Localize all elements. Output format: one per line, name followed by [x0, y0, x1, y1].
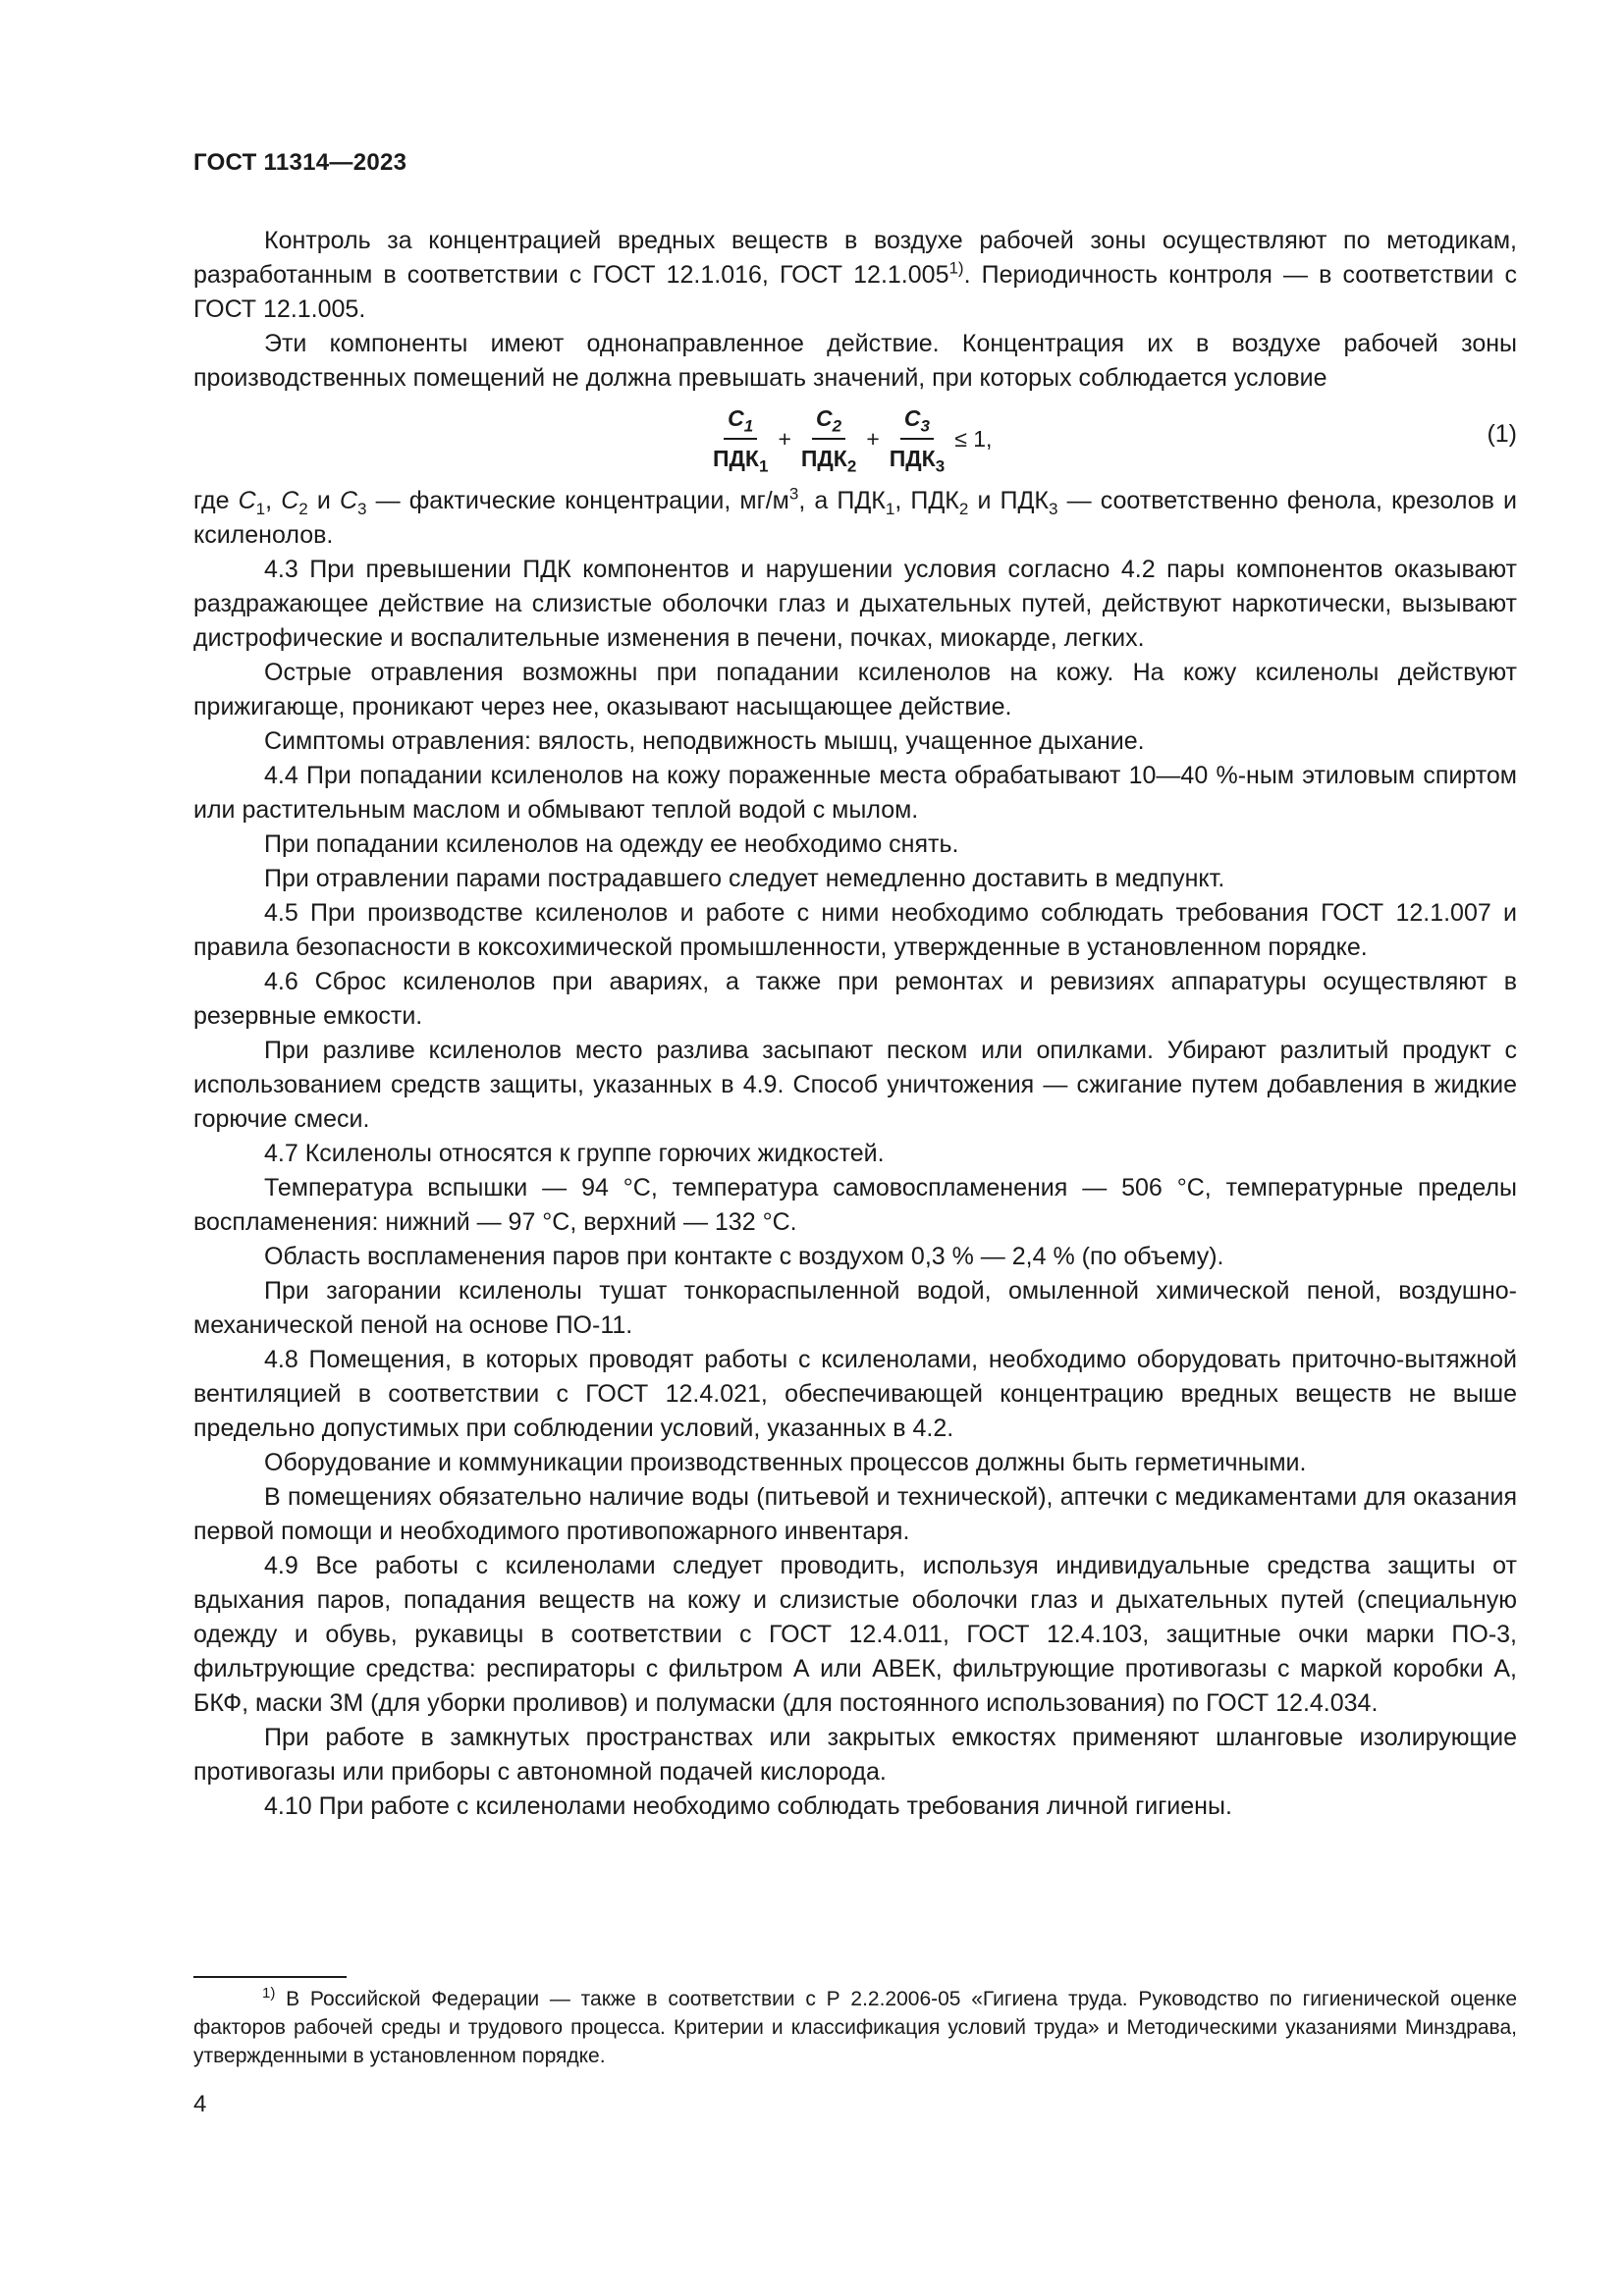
paragraph: 4.10 При работе с ксиленолами необходимо соблюдать требования личной гигиены. [264, 1792, 1232, 1820]
paragraph: 4.6 Сброс ксиленолов при авариях, а также при ремонтах и ревизиях аппаратуры осуществляют в резервные емкости. [193, 968, 1517, 1030]
fraction-2: $\frac{C_2}{ПДК_2}$ [797, 401, 860, 476]
paragraph: 4.7 Ксиленолы относятся к группе горючих жидкостей. [264, 1140, 885, 1167]
paragraph: 4.8 Помещения, в которых проводят работы с ксиленолами, необходимо оборудовать приточно-вытяжной вентиляцией в соответствии с ГОСТ 12.4.021, обеспечивающей концентрацию вредных веществ не выше предельно допустимых при соблюдении условий, указанных в 4.2. [193, 1346, 1517, 1442]
paragraph: В помещениях обязательно наличие воды (питьевой и технической), аптечки с медикаментами для оказания первой помощи и необходимого противопожарного инвентаря. [193, 1483, 1517, 1545]
paragraph: При работе в замкнутых пространствах или закрытых емкостях применяют шланговые изолирующие противогазы или приборы с автономной подачей кислорода. [193, 1724, 1517, 1786]
paragraph-control: Контроль за концентрацией вредных веществ в воздухе рабочей зоны осуществляют по методикам, разработанным в соответствии с ГОСТ 12.1.016, ГОСТ 12.1.005$^{1)}$. Периодичность контроля — в соответствии с ГОСТ 12.1.005. [193, 227, 1517, 323]
plus-sign: + [866, 425, 880, 452]
plus-sign: + [778, 425, 791, 452]
paragraph: При разливе ксиленолов место разлива засыпают песком или опилками. Убирают разлитый продукт с использованием средств защиты, указанных в 4.9. Способ уничтожения — сжигание путем добавления в жидкие горючие смеси. [193, 1037, 1517, 1133]
footnote [193, 1985, 1517, 2070]
fraction-1: $\frac{C_1}{ПДК_1}$ [709, 401, 772, 476]
formula-expression [706, 401, 995, 476]
paragraph: Температура вспышки — 94 °С, температура самовоспламенения — 506 °С, температурные пределы воспламенения: нижний — 97 °С, верхний — 132 °С. [193, 1174, 1517, 1236]
formula-1 [193, 400, 1517, 484]
paragraph: При попадании ксиленолов на одежду ее необходимо снять. [264, 830, 959, 858]
paragraph: 4.3 При превышении ПДК компонентов и нарушении условия согласно 4.2 пары компонентов оказывают раздражающее действие на слизистые оболочки глаз и дыхательных путей, действуют наркотически, вызывают дистрофические и воспалительные изменения в печени, почках, миокарде, легких. [193, 556, 1517, 652]
footnote-ref[interactable]: 1) [948, 258, 964, 278]
paragraph-components: Эти компоненты имеют однонаправленное действие. Концентрация их в воздухе рабочей зоны производственных помещений не должна превышать значений, при которых соблюдается условие [193, 330, 1517, 392]
paragraph: 4.5 При производстве ксиленолов и работе с ними необходимо соблюдать требования ГОСТ 12.1.007 и правила безопасности в коксохимической промышленности, утвержденные в установленном порядке. [193, 899, 1517, 961]
paragraph: Острые отравления возможны при попадании ксиленолов на кожу. На кожу ксиленолы действуют прижигающе, проникают через нее, оказывают насыщающее действие. [193, 659, 1517, 721]
footnote-text: В Российской Федерации — также в соответствии с Р 2.2.2006-05 «Гигиена труда. Руководство по гигиенической оценке факторов рабочей среды и трудового процесса. Критерии и классификация условий труда» и Методическими указаниями Минздрава, утвержденными в установленном порядке. [193, 1988, 1517, 2067]
paragraph: 4.9 Все работы с ксиленолами следует проводить, используя индивидуальные средства защиты от вдыхания паров, попадания веществ на кожу и слизистые оболочки глаз и дыхательных путей (специальную одежду и обувь, рукавицы в соответствии с ГОСТ 12.4.011, ГОСТ 12.4.103, защитные очки марки ПО-3, фильтрующие средства: респираторы с фильтром А или АВЕК, фильтрующие противогазы с маркой коробки А, БКФ, маски 3М (для уборки проливов) и полумаски (для постоянного использования) по ГОСТ 12.4.034. [193, 1552, 1517, 1717]
paragraph: Область воспламенения паров при контакте с воздухом 0,3 % — 2,4 % (по объему). [264, 1243, 1224, 1270]
equation-number: (1) [1487, 420, 1517, 448]
document-body [193, 224, 1517, 1824]
formula-explanation: где $C_1$, $C_2$ и $C_3$ — фактические концентрации, $мг/м^3$, а $ПДК_1$, $ПДК_2$ и $ПДК_3$ — соответственно фенола, крезолов и ксиленолов. [193, 484, 1517, 549]
paragraph: Оборудование и коммуникации производственных процессов должны быть герметичными. [264, 1449, 1307, 1476]
footnote-divider [193, 1976, 347, 1978]
page-number: 4 [193, 2091, 207, 2117]
formula-tail: ≤ 1, [954, 425, 993, 452]
fraction-3: $\frac{C_3}{ПДК_3}$ [886, 401, 948, 476]
footnote-mark: 1) [262, 1985, 276, 2002]
paragraph: 4.4 При попадании ксиленолов на кожу пораженные места обрабатывают 10—40 %-ным этиловым спиртом или растительным маслом и обмывают теплой водой с мылом. [193, 762, 1517, 824]
paragraph: Симптомы отравления: вялость, неподвижность мышц, учащенное дыхание. [264, 727, 1145, 755]
paragraph: При загорании ксиленолы тушат тонкораспыленной водой, омыленной химической пеной, воздушно-механической пеной на основе ПО-11. [193, 1277, 1517, 1339]
document-header: ГОСТ 11314—2023 [193, 149, 407, 176]
paragraph: При отравлении парами пострадавшего следует немедленно доставить в медпункт. [264, 865, 1225, 892]
